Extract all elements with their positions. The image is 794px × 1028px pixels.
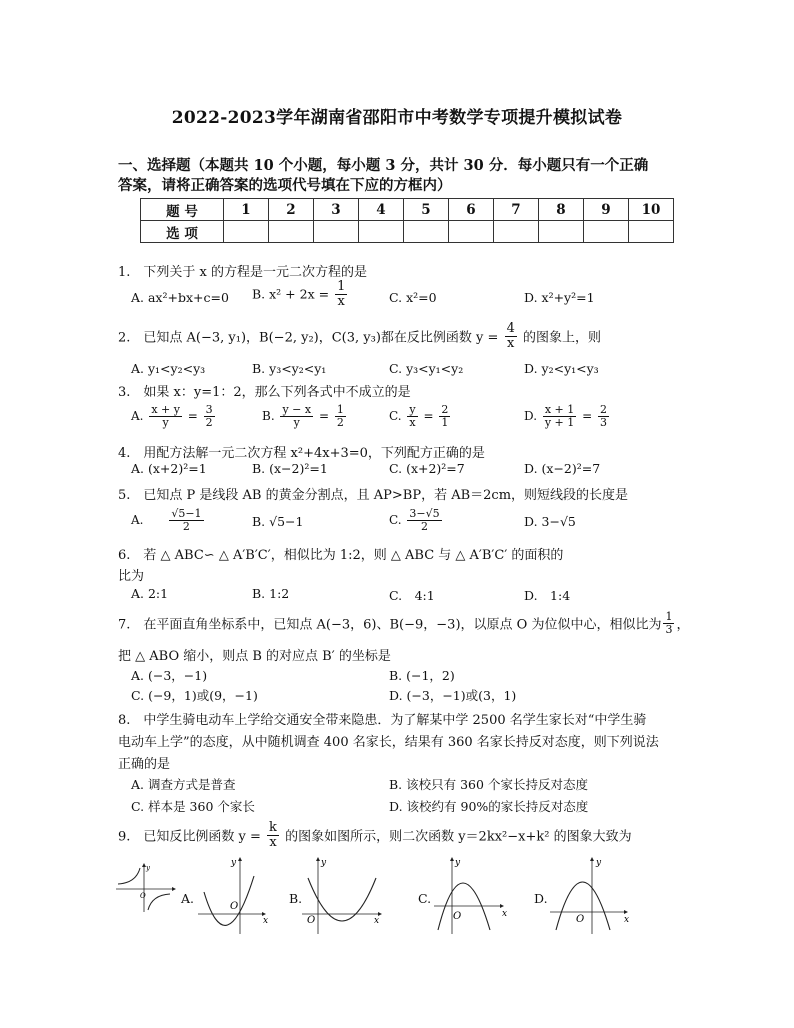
y-axis-label: y <box>321 858 327 868</box>
fraction-numerator: x + 1 <box>543 404 576 417</box>
fraction <box>598 404 609 428</box>
q3-option-c <box>389 404 452 428</box>
fraction-numerator: 3−√5 <box>409 507 440 520</box>
option-label: D. <box>524 409 538 424</box>
section-heading-line1: 一、选择题（本题共 10 个小题，每小题 3 分，共计 30 分．每小题只有一个正确 <box>118 157 649 174</box>
q7-stem-line2: 把 △ ABO 缩小，则点 B 的对应点 B′ 的坐标是 <box>118 649 391 664</box>
fraction-numerator: 4 <box>506 321 515 336</box>
q2-fraction <box>505 322 517 350</box>
fraction-numerator: 2 <box>441 403 449 416</box>
q7-option-d: D. (−3，−1)或(3，1) <box>389 688 517 703</box>
q9-stem-right: 的图象如图所示，则二次函数 y＝2kx²−x+k² 的图象大致为 <box>285 829 632 845</box>
q6-stem-line2: 比为 <box>118 569 145 584</box>
question-number: 3 <box>314 199 359 221</box>
x-axis-label: x <box>624 915 630 925</box>
q7-option-a: A. (−3，−1) <box>131 668 208 683</box>
answer-cell[interactable] <box>494 221 539 243</box>
q9-graph-d <box>548 856 632 936</box>
q2-option-a: A. y₁<y₂<y₃ <box>131 361 206 376</box>
q6-option-c: C. 4:1 <box>389 588 435 603</box>
q2-option-d: D. y₂<y₁<y₃ <box>524 361 599 376</box>
fraction-numerator: 3 <box>205 403 213 416</box>
q1-option-b <box>252 280 349 308</box>
fraction-denominator: 1 <box>441 415 449 429</box>
q9-hyperbola-graph <box>114 862 176 914</box>
q4-option-d: D. (x−2)²=7 <box>524 461 601 476</box>
origin-label: O <box>140 892 146 900</box>
fraction-numerator: 1 <box>337 279 346 294</box>
x-axis-label: x <box>263 916 269 926</box>
fraction-denominator: y <box>162 415 169 429</box>
page-title: 2022-2023学年湖南省邵阳市中考数学专项提升模拟试卷 <box>171 108 623 128</box>
q2-stem-right: 的图象上，则 <box>522 330 601 346</box>
fraction-denominator: 2 <box>336 415 344 429</box>
question-number: 2 <box>269 199 314 221</box>
q9-stem <box>118 821 632 849</box>
q3-option-a <box>131 404 217 428</box>
fraction <box>407 404 417 428</box>
y-axis-label: y <box>455 858 461 868</box>
answer-table <box>140 198 674 243</box>
fraction <box>543 404 576 428</box>
q9-fraction <box>267 821 279 849</box>
question-number: 7 <box>494 199 539 221</box>
q7-stem-right: ， <box>676 617 690 633</box>
question-number: 10 <box>629 199 674 221</box>
q2-stem <box>118 322 601 350</box>
option-label: C. <box>389 409 402 424</box>
fraction <box>335 404 346 428</box>
q9-graph-b <box>300 856 386 936</box>
q4-stem: 4. 用配方法解一元二次方程 x²+4x+3=0，下列配方正确的是 <box>118 446 485 461</box>
answer-table-header-row <box>141 199 674 221</box>
question-number: 9 <box>584 199 629 221</box>
question-number: 1 <box>224 199 269 221</box>
q7-option-c: C. (−9，1)或(9，−1) <box>131 688 258 703</box>
q3-stem: 3. 如果 x：y=1：2，那么下列各式中不成立的是 <box>118 385 411 400</box>
q9-option-c: C. <box>418 891 432 906</box>
question-number: 4 <box>359 199 404 221</box>
q8-stem-line1: 8. 中学生骑电动车上学给交通安全带来隐患．为了解某中学 2500 名学生家长对“中学生骑 <box>118 713 647 728</box>
equals-sign: = <box>318 409 329 424</box>
q9-option-d: D. <box>534 891 548 906</box>
answer-cell[interactable] <box>584 221 629 243</box>
q8-stem-line3: 正确的是 <box>118 757 171 772</box>
q2-option-c: C. y₃<y₁<y₂ <box>389 361 464 376</box>
fraction <box>280 404 313 428</box>
q5-stem: 5. 已知点 P 是线段 AB 的黄金分割点，且 AP>BP，若 AB＝2cm，则短线段的长度是 <box>118 488 629 503</box>
q8-option-d: D. 该校约有 90%的家长持反对态度 <box>389 799 589 814</box>
x-axis-label: x <box>374 916 380 926</box>
q1-option-b-fraction <box>335 280 347 308</box>
fraction-denominator: 2 <box>205 415 213 429</box>
q7-option-b: B. (−1，2) <box>389 668 455 683</box>
q7-stem-line1 <box>118 611 689 635</box>
fraction-numerator: y <box>409 403 416 416</box>
y-axis-label: y <box>596 858 602 868</box>
answer-cell[interactable] <box>359 221 404 243</box>
q5-option-a <box>131 508 206 532</box>
q1-option-b-text: B. x² + 2x = <box>252 286 330 302</box>
q8-option-b: B. 该校只有 360 个家长持反对态度 <box>389 777 588 792</box>
fraction-denominator: 2 <box>182 519 190 533</box>
fraction-numerator: 1 <box>665 610 673 623</box>
equals-sign: = <box>582 409 593 424</box>
fraction <box>169 508 203 532</box>
fraction-denominator: 3 <box>600 415 607 429</box>
answer-cell[interactable] <box>314 221 359 243</box>
answer-cell[interactable] <box>449 221 494 243</box>
fraction <box>204 404 215 428</box>
q9-stem-left: 9. 已知反比例函数 y = <box>118 829 261 845</box>
question-number: 6 <box>449 199 494 221</box>
origin-label: O <box>453 911 462 922</box>
q5-option-c <box>389 508 444 532</box>
fraction-numerator: √5−1 <box>171 507 202 520</box>
x-axis-label: x <box>502 909 508 919</box>
q6-option-d: D. 1:4 <box>524 588 571 603</box>
q8-option-a: A. 调查方式是普查 <box>131 777 236 792</box>
q6-option-b: B. 1:2 <box>252 586 290 601</box>
q5-option-d: D. 3−√5 <box>524 514 576 529</box>
q4-option-c: C. (x+2)²=7 <box>389 461 465 476</box>
origin-label: O <box>230 901 239 912</box>
option-label: B. <box>262 409 275 424</box>
fraction-numerator: 2 <box>600 403 607 416</box>
q2-option-b: B. y₃<y₂<y₁ <box>252 361 327 376</box>
fraction-denominator: x <box>337 293 345 309</box>
answer-cell[interactable] <box>224 221 269 243</box>
answer-cell[interactable] <box>539 221 584 243</box>
q3-option-b <box>262 404 348 428</box>
q1-option-d: D. x²+y²=1 <box>524 290 595 305</box>
fraction-denominator: 2 <box>421 519 429 533</box>
fraction-denominator: x <box>507 335 515 351</box>
fraction-numerator: x + y <box>151 403 180 416</box>
q1-stem: 1. 下列关于 x 的方程是一元二次方程的是 <box>118 265 367 280</box>
option-label: A. <box>131 513 144 528</box>
option-label: C. <box>389 513 402 528</box>
answer-table-answer-row <box>141 221 674 243</box>
q2-stem-left: 2. 已知点 A(−3, y₁)，B(−2, y₂)，C(3, y₃)都在反比例函数 y = <box>118 330 499 346</box>
fraction <box>439 404 450 428</box>
q9-graph-a <box>196 856 270 936</box>
equals-sign: = <box>187 409 198 424</box>
fraction-denominator: x <box>409 415 416 429</box>
answer-cell[interactable] <box>629 221 674 243</box>
origin-label: O <box>307 915 316 926</box>
q9-option-a: A. <box>181 891 195 906</box>
fraction-denominator: 3 <box>665 622 673 636</box>
q5-option-b: B. √5−1 <box>252 514 304 529</box>
equals-sign: = <box>423 409 434 424</box>
fraction-numerator: 1 <box>336 403 344 416</box>
q4-option-b: B. (x−2)²=1 <box>252 461 328 476</box>
answer-cell[interactable] <box>404 221 449 243</box>
option-label: A. <box>131 409 144 424</box>
q8-stem-line2: 电动车上学”的态度，从中随机调查 400 名家长，结果有 360 名家长持反对态度，则下列说法 <box>118 735 659 750</box>
y-axis-label: y <box>146 864 150 872</box>
q4-option-a: A. (x+2)²=1 <box>131 461 207 476</box>
q1-option-a: A. ax²+bx+c=0 <box>131 290 229 305</box>
q6-stem-line1: 6. 若 △ ABC∽ △ A′B′C′，相似比为 1:2，则 △ ABC 与 △ A′B′C′ 的面积的 <box>118 548 564 563</box>
fraction-numerator: k <box>269 820 277 835</box>
q6-option-a: A. 2:1 <box>131 586 169 601</box>
question-number: 5 <box>404 199 449 221</box>
q9-option-b: B. <box>289 891 303 906</box>
q7-fraction <box>663 611 674 635</box>
section-heading-line2: 答案，请将正确答案的选项代号填在下应的方框内） <box>118 177 452 194</box>
origin-label: O <box>576 914 585 925</box>
fraction-numerator: y − x <box>282 403 312 416</box>
fraction-denominator: y <box>293 415 300 429</box>
q1-option-c: C. x²=0 <box>389 290 437 305</box>
q3-option-d <box>524 404 611 428</box>
header-label: 题 号 <box>141 199 224 221</box>
q8-option-c: C. 样本是 360 个家长 <box>131 799 255 814</box>
question-number: 8 <box>539 199 584 221</box>
q7-stem-left: 7. 在平面直角坐标系中，已知点 A(−3，6)、B(−9，−3)，以原点 O 为位似中心，相似比为 <box>118 617 662 633</box>
y-axis-label: y <box>231 858 237 868</box>
fraction-denominator: x <box>269 834 277 850</box>
fraction <box>149 404 182 428</box>
row-label: 选 项 <box>141 221 224 243</box>
fraction <box>407 508 441 532</box>
fraction-denominator: y + 1 <box>544 415 575 429</box>
q9-graph-c <box>432 856 512 936</box>
answer-cell[interactable] <box>269 221 314 243</box>
